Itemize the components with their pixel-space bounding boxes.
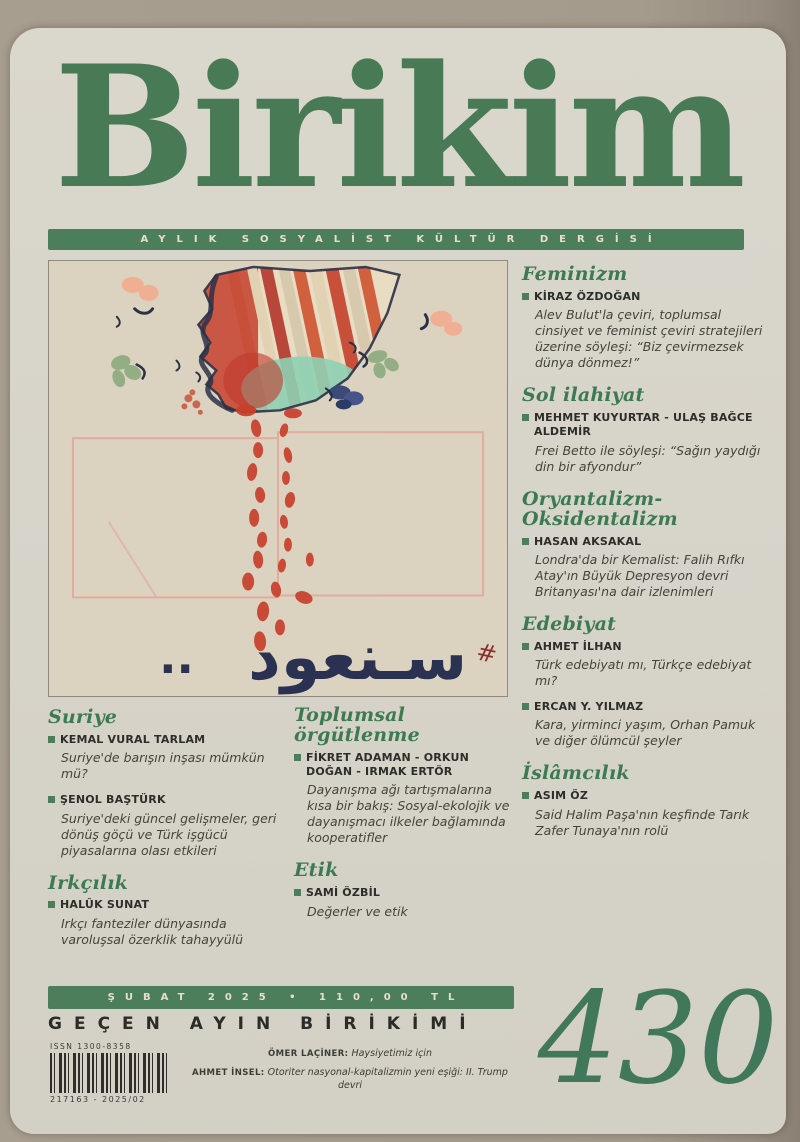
toc-entry-authors-row (522, 700, 768, 714)
toc-entry-authors: ASIM ÖZ (534, 789, 589, 803)
square-bullet-icon (48, 796, 55, 803)
mini-article (180, 1067, 520, 1092)
toc-section-entries (522, 290, 768, 371)
tagline-band: AYLIK SOSYALİST KÜLTÜR DERGİSİ (48, 229, 744, 250)
toc-entry (522, 535, 768, 600)
toc-entry-authors: SAMİ ÖZBİL (306, 886, 381, 900)
issn-text: ISSN 1300-8358 (50, 1042, 132, 1051)
mini-article-author: AHMET İNSEL: (192, 1068, 265, 1079)
hash-mark: # (474, 637, 500, 670)
toc-section (522, 265, 768, 371)
mini-article-title: Haysiyetimiz için (351, 1048, 432, 1059)
square-bullet-icon (522, 293, 529, 300)
toc-entry-authors: ERCAN Y. YILMAZ (534, 700, 644, 714)
toc-section-heading: Toplumsal örgütlenme (294, 704, 420, 746)
square-bullet-icon (48, 901, 55, 908)
toc-entry (522, 700, 768, 749)
red-footprint-trail (236, 404, 314, 651)
toc-entry (522, 789, 768, 838)
toc-entry-authors: HALÛK SUNAT (60, 898, 150, 912)
toc-section-heading: Oryantalizm-Oksidentalizm (522, 487, 678, 530)
toc-entry-description: Londra'da bir Kemalist: Falih Rıfkı Atay'ın Büyük Depresyon devri Britanyası'na dair izlenimleri (535, 551, 745, 599)
toc-section (522, 612, 768, 750)
toc-entry-authors-row (522, 411, 768, 440)
toc-entry-authors-row (522, 789, 768, 803)
issue-date-price-band: ŞUBAT 2025 • 110,00 TL (48, 986, 514, 1009)
toc-entry-description: Türk edebiyatı mı, Türkçe edebiyat mı? (535, 657, 752, 689)
toc-entry (48, 733, 288, 782)
cover-artwork (48, 260, 508, 697)
toc-entry-authors-row (294, 751, 512, 780)
toc-section-entries (522, 789, 768, 838)
artwork-drawing (49, 261, 507, 696)
toc-entry-description: Suriye'deki güncel gelişmeler, geri dönüş göçü ve Türk işgücü piyasalarına olası etkileri (61, 810, 277, 858)
toc-section-heading: Irkçılık (48, 871, 129, 894)
toc-entry-authors: AHMET İLHAN (534, 639, 622, 653)
toc-entry-authors-row (522, 535, 768, 549)
toc-section-heading: Feminizm (522, 263, 628, 285)
toc-section-heading: Etik (294, 859, 339, 882)
toc-entry-authors-row (48, 898, 288, 912)
magazine-title: Birikim (53, 28, 743, 226)
square-bullet-icon (522, 414, 529, 421)
toc-entry (48, 793, 288, 858)
mini-article-title: Otoriter nasyonal-kapitalizmin yeni eşiği: II. Trump devri (267, 1067, 508, 1091)
toc-section (522, 386, 768, 475)
toc-section-heading: İslâmcılık (522, 762, 630, 785)
toc-section-entries (522, 535, 768, 600)
square-bullet-icon (294, 889, 301, 896)
toc-section-entries (522, 411, 768, 475)
sketch-frame (73, 432, 483, 597)
clover-left (109, 353, 145, 389)
toc-section-entries (48, 898, 288, 947)
toc-section-entries (522, 640, 768, 750)
toc-section (48, 871, 288, 948)
mini-articles-list (180, 1048, 520, 1099)
toc-entry-description: Suriye'de barışın inşası mümkün mü? (61, 750, 265, 782)
toc-entry-description: Dayanışma ağı tartışmalarına kısa bir bakış: Sosyal-ekolojik ve dayanışmacı ilkeler bağlamında kooperatifler (307, 782, 510, 846)
toc-entry-authors-row (522, 290, 768, 304)
issn-barcode-block (50, 1042, 182, 1104)
toc-entry (522, 290, 768, 371)
toc-entry-authors-row (294, 886, 512, 900)
toc-entry-authors: KİRAZ ÖZDOĞAN (534, 289, 641, 303)
flower-doodle (181, 389, 202, 414)
toc-entry-authors-row (48, 733, 288, 747)
toc-section (294, 861, 512, 919)
toc-section-entries (294, 886, 512, 919)
toc-section (522, 764, 768, 838)
toc-section (48, 708, 288, 859)
toc-entry-authors: HASAN AKSAKAL (534, 534, 642, 548)
butterfly-navy (326, 385, 364, 409)
toc-entry-description: Değerler ve etik (307, 903, 408, 919)
toc-column-right (522, 265, 768, 854)
square-bullet-icon (294, 754, 301, 761)
toc-section (522, 487, 768, 600)
toc-entry-authors: ŞENOL BAŞTÜRK (60, 793, 166, 807)
toc-section-entries (48, 733, 288, 859)
toc-section-heading: Sol ilahiyat (522, 384, 645, 407)
square-bullet-icon (522, 792, 529, 799)
square-bullet-icon (48, 736, 55, 743)
toc-entry-description: Kara, yirminci yaşım, Orhan Pamuk ve diğer ölümcül şeyler (535, 717, 756, 749)
toc-entry (294, 886, 512, 919)
butterfly-top-right (421, 311, 462, 336)
arabic-caption: سـنعود (248, 621, 468, 696)
toc-column-middle (294, 706, 512, 935)
toc-entry (294, 751, 512, 847)
issue-number: 430 (537, 965, 779, 1112)
square-bullet-icon (522, 538, 529, 545)
butterfly-top-left (117, 277, 159, 327)
toc-entry-description: Said Halim Paşa'nın keşfinde Tarık Zafer Tunaya'nın rolü (535, 806, 750, 838)
mini-article (180, 1048, 520, 1060)
magazine-cover (10, 28, 786, 1134)
toc-column-left (48, 708, 288, 963)
toc-entry-description: Irkçı fanteziler dünyasında varoluşsal özerklik tahayyülü (61, 915, 244, 947)
caption-dots: .. (159, 631, 194, 685)
toc-entry-description: Frei Betto ile söyleşi: “Sağın yaydığı din bir afyondur” (535, 442, 761, 474)
toc-entry (48, 898, 288, 947)
toc-entry (522, 640, 768, 689)
square-bullet-icon (522, 703, 529, 710)
toc-entry-authors-row (48, 793, 288, 807)
toc-entry-authors-row (522, 640, 768, 654)
toc-section-heading: Edebiyat (522, 612, 617, 635)
square-bullet-icon (522, 643, 529, 650)
toc-entry-authors: FİKRET ADAMAN - ORKUN DOĞAN - IRMAK ERTÖR (306, 750, 469, 779)
barcode-number: 217163 - 2025/02 (50, 1095, 146, 1104)
toc-entry-authors: MEHMET KUYURTAR - ULAŞ BAĞCE ALDEMİR (534, 411, 753, 439)
toc-section-heading: Suriye (48, 706, 118, 728)
mini-article-author: ÖMER LAÇİNER: (268, 1049, 349, 1059)
barcode (50, 1053, 168, 1093)
toc-section (294, 706, 512, 846)
last-month-heading: GEÇEN AYIN BİRİKİMİ (48, 1014, 478, 1034)
toc-entry (522, 411, 768, 475)
toc-entry-description: Alev Bulut'la çeviri, toplumsal cinsiyet ve feminist çeviri stratejileri üzerine söyleşi: “Biz çevirmezsek dünya dönmez!” (535, 307, 763, 371)
toc-entry-authors: KEMAL VURAL TARLAM (60, 732, 206, 746)
toc-section-entries (294, 751, 512, 847)
